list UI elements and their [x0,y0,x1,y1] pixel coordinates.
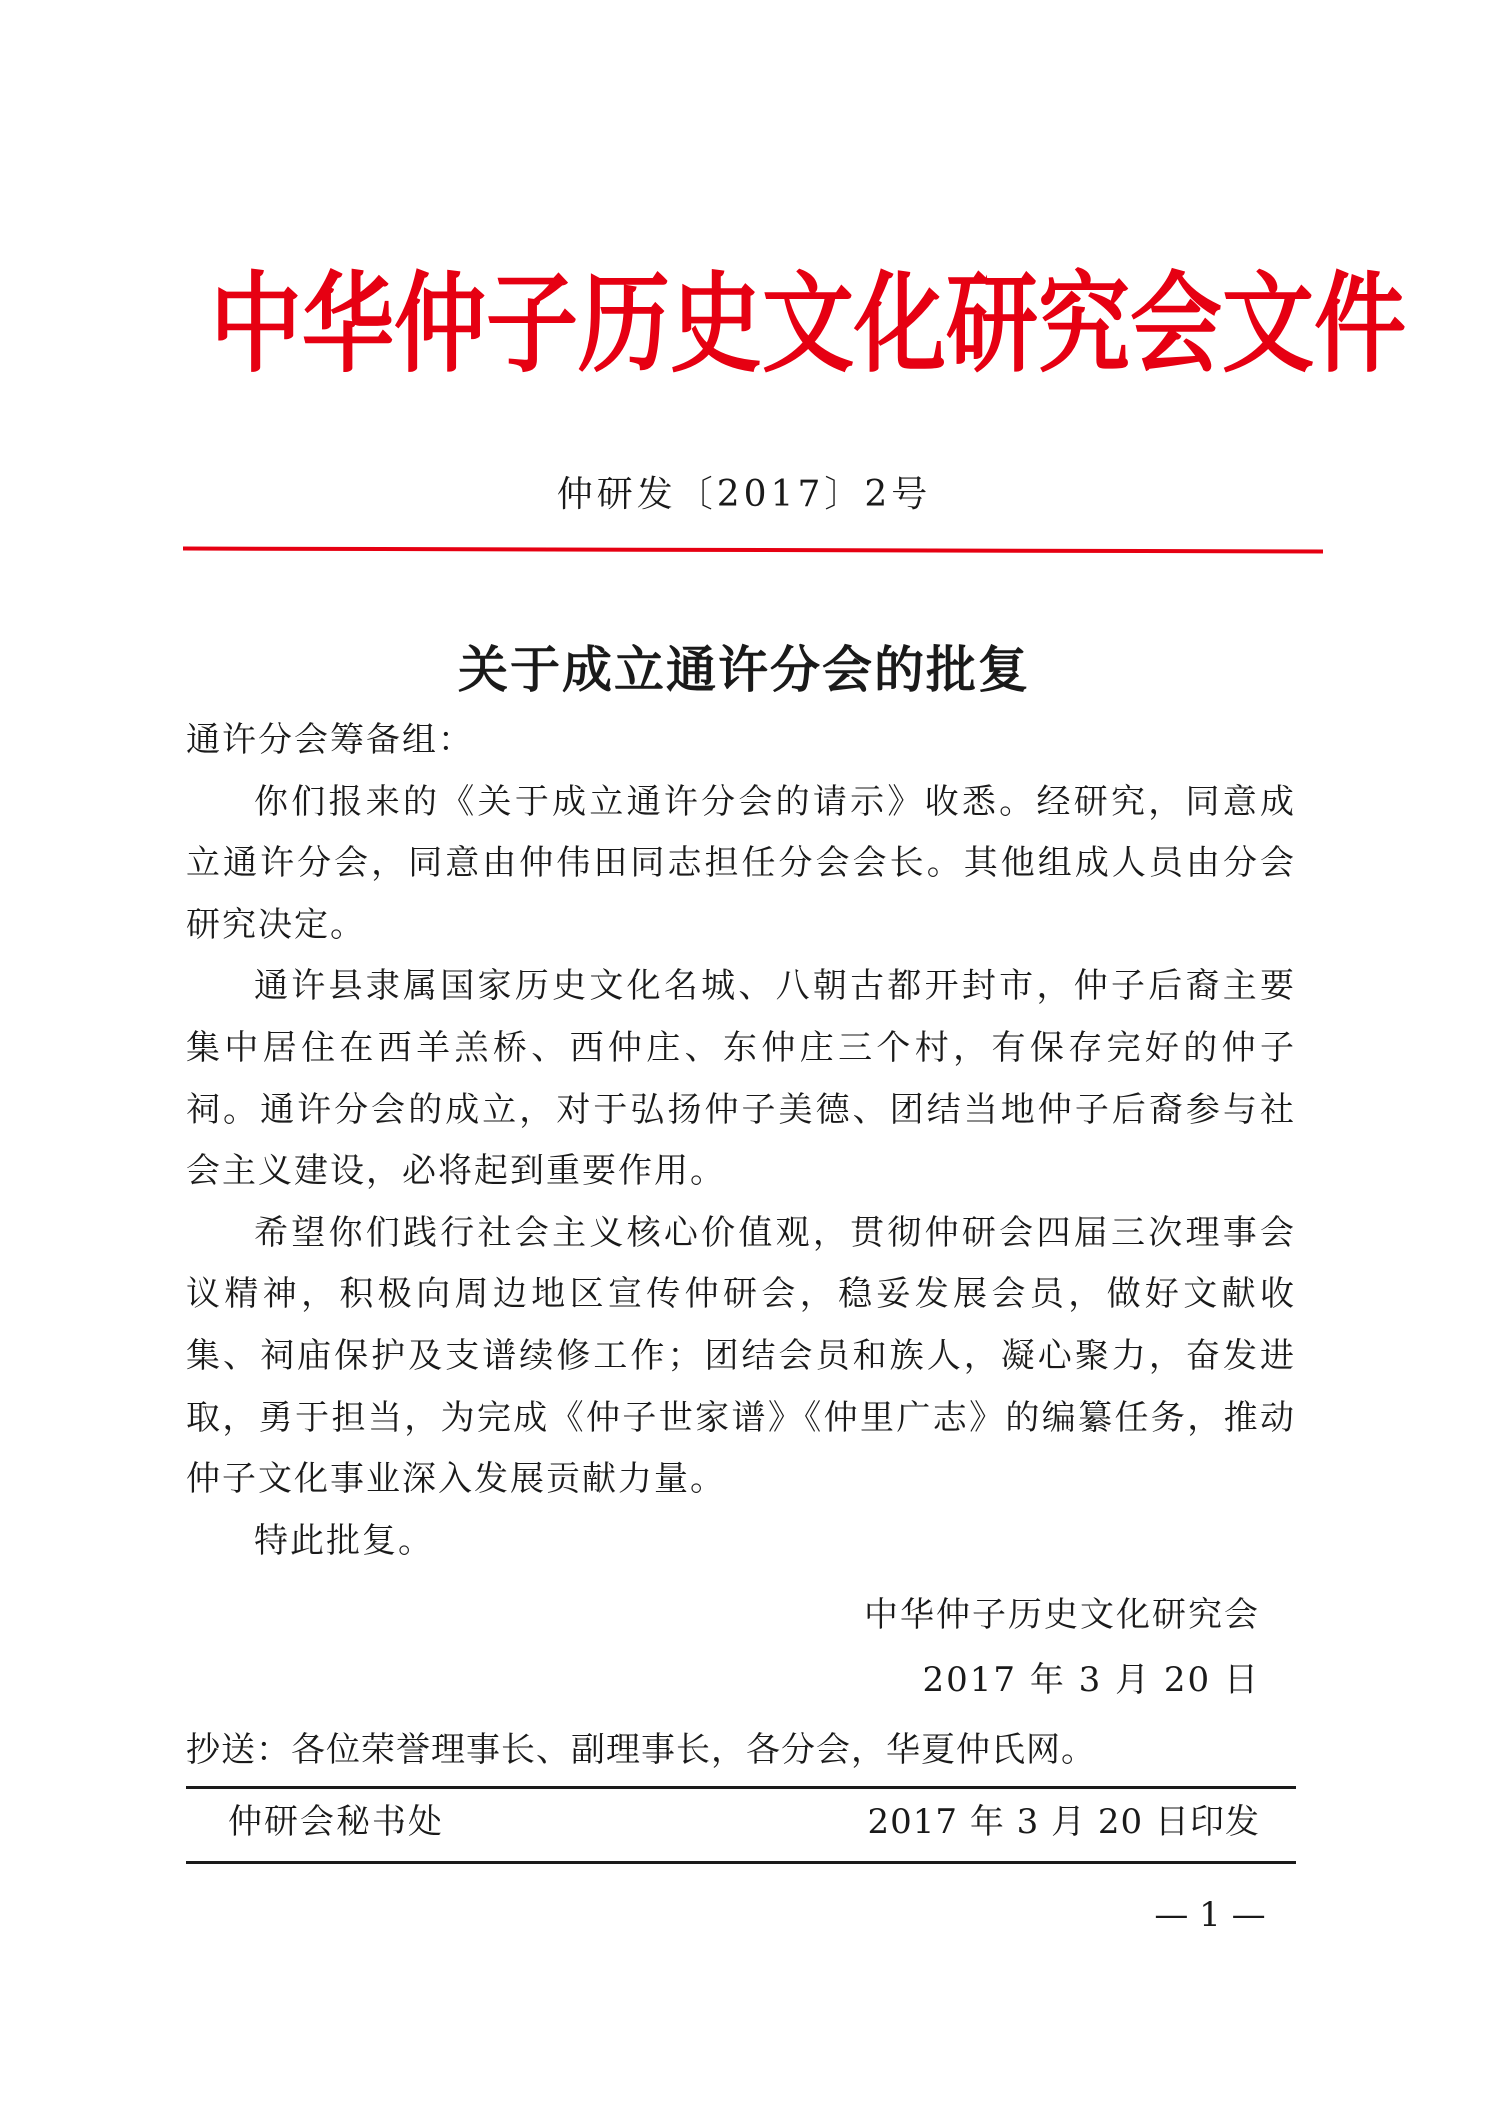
footer-top-rule [186,1786,1296,1789]
document-header-title: 中华仲子历史文化研究会文件 [210,261,1407,388]
page-number: — 1 — [1154,1895,1266,1935]
body-paragraph-3: 希望你们践行社会主义核心价值观，贯彻仲研会四届三次理事会议精神，积极向周边地区宣传仲研会，稳妥发展会员，做好文献收集、祠庙保护及支谱续修工作；团结会员和族人，凝心聚力，奋发进取，勇于担当，为完成《仲子世家谱》《仲里广志》的编纂任务，推动仲子文化事业深入发展贡献力量。 [186,1212,1296,1500]
issue-date: 2017 年 3 月 20 日印发 [867,1802,1260,1842]
salutation: 通许分会筹备组： [186,720,474,760]
document-body [186,710,1296,1572]
body-paragraph-4: 特此批复。 [254,1520,434,1561]
red-divider-line [183,547,1323,554]
body-paragraph-2: 通许县隶属国家历史文化名城、八朝古都开封市，仲子后裔主要集中居住在西羊羔桥、西仲庄、东仲庄三个村，有保存完好的仲子祠。通许分会的成立，对于弘扬仲子美德、团结当地仲子后裔参与社会主义建设，必将起到重要作用。 [186,966,1296,1192]
issuing-office: 仲研会秘书处 [228,1802,444,1842]
signature-date: 2017 年 3 月 20 日 [922,1660,1260,1700]
body-paragraph-1: 你们报来的《关于成立通许分会的请示》收悉。经研究，同意成立通许分会，同意由仲伟田同志担任分会会长。其他组成人员由分会研究决定。 [186,781,1296,945]
signature-organization: 中华仲子历史文化研究会 [864,1595,1260,1635]
cc-recipients: 抄送：各位荣誉理事长、副理事长，各分会，华夏仲氏网。 [186,1730,1096,1770]
document-number: 仲研发〔2017〕2号 [556,474,932,515]
document-subject-title: 关于成立通许分会的批复 [458,640,1030,699]
footer-bottom-rule [186,1861,1296,1864]
